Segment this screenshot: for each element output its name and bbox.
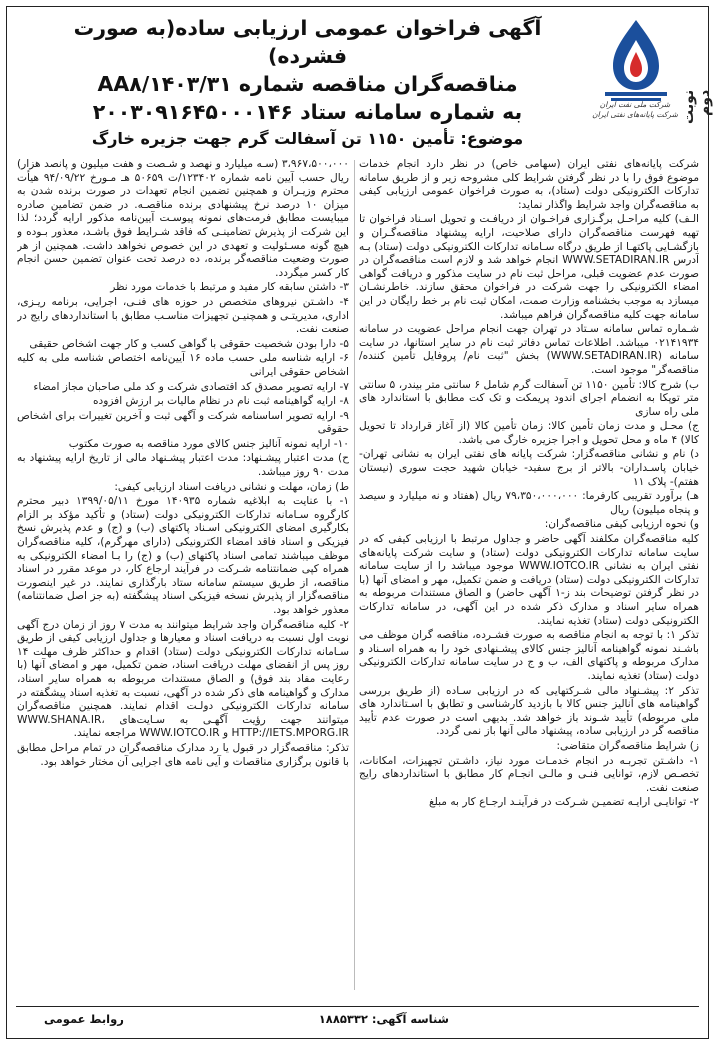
paragraph: ۱- با عنایت به ابلاغیه شماره ۱۴۰۹۳۵ مورخ ۱۳۹۹/۰۵/۱۱ دبیر محترم کارگروه سـامانه تدارکات الکترونیکی دولت (ستاد) و تأکید مؤکد بر الزام بکارگیری امضای الکترونیکی اسـناد پاکتهای (ب) و (ج) و عدم پذیرش نسخ فیزیکی و اسناد فاقد امضاء الکترونیکی (دارای مهرگرم)، کلیه مناقصه‌گران موظف میباشند تمامی اسناد پاکتهای (ب) و (ج) را بـا امضاء الکترونیکی به همراه کپی ضمانتنامه شـرکت در فرآیند ارجاع کار، در موعد مقرر در اسناد مناقصه، از طریق سیستم سامانه ستاد بارگذاری نمایند. در غیر اینصورت مناقصه‌گزار از پذیرش نسخه فیزیکی اسناد پیشگفته (به جز اصل ضمانتنامه) معذور خواهد بود.	[17, 495, 349, 616]
paragraph: شـماره تماس سامانه سـتاد در تهران جهت انجام مراحل عضویت در سامانه ۰۲۱۴۱۹۳۴ میباشد. اطلاعات تماس دفاتر ثبت نام در سایر استانها، در سایت سامانه (WWW.SETADIRAN.IR) بخش "ثبت نام/ پروفایل تأمین کننده/ مناقصه‌گر" موجود است.	[359, 323, 699, 376]
ad-subject: موضوع: تأمین ۱۱۵۰ تن آسفالت گرم جهت جزیره خارگ	[91, 129, 524, 148]
ad-footer	[16, 1012, 699, 1032]
ad-id: شناسه آگهی: ۱۸۸۵۳۳۲	[318, 1012, 449, 1026]
footer-divider	[16, 1006, 699, 1007]
column-divider	[354, 160, 355, 990]
paragraph: ۶- ارایه شناسه ملی حسب ماده ۱۶ آیین‌نامه اختصاص شناسه ملی به کلیه اشخاص حقوقی ایرانی	[17, 352, 349, 378]
paragraph: ح) مدت اعتبار پیشـنهاد: مدت اعتبار پیشـنهاد مالی از تاریخ ارایه پیشنهاد به مدت ۹۰ روز میباشد.	[17, 452, 349, 479]
paragraph: و) نحوه ارزیابی کیفی مناقصه‌گران:	[544, 518, 699, 531]
paragraph: تذکر: مناقصه‌گزار در قبول یا رد مدارک مناقصه‌گران در تمام مراحل مطابق با قانون برگزاری مناقصات و آیی نامه های اجرایی آن مختار خواهد بود.	[17, 741, 349, 768]
paragraph: ۲- توانایـی ارایـه تضمیـن شـرکت در فرآینـد ارجـاع کار به مبلغ	[428, 796, 699, 809]
paragraph: ۴- داشـتن نیروهای متخصص در حوزه های فنـی، اجرایی، برنامه ریـزی، اداری، مدیریتـی و همچنیـن تجهیزات مناسـب مطابق با استانداردهای رایج در صنعت نفت.	[17, 295, 349, 336]
paragraph: تذکر ۲: پیشـنهاد مالی شـرکتهایی که در ارزیابی سـاده (از طریق بررسی گواهینامه های آنالیز جنس کالا با بازدید کارشناسی و تطابق با اسـتاندارد های ملی مربوطه) تأیید شـوند باز خواهد شد. بدیهی است در صورت عدم تأیید مناقصه گر در ارزیابی ساده، پیشنهاد مالی آنها باز نمی گردد.	[359, 684, 699, 738]
oil-company-logo	[593, 16, 679, 108]
paragraph: ط) زمان، مهلت و نشانی دریافت اسناد ارزیابی کیفی:	[114, 480, 349, 493]
paragraph: ز) شرایط مناقصه‌گران متقاضی:	[556, 739, 699, 752]
paragraph: ۱۰- ارایه نمونه آنالیز جنس کالای مورد مناقصه به صورت مکتوب	[68, 437, 349, 450]
ad-title	[35, 14, 580, 126]
paragraph: ۲- کلیه مناقصه‌گران واجد شرایط میتوانند به مدت ۷ روز از زمان درج آگهی نوبت اول نسبت به دریافت اسناد و معیارها و جداول ارزیابی کیفی از طریق سـامانه تدارکات الکترونیکی دولت (ستاد) اقدام و حداکثر ظرف مهلت ۱۴ روز پس از انقضای مهلت دریافت اسناد، ضمن تکمیل، مهر و امضای آنها (با رعایت مفاد بند فوق) و الصاق مستندات مربوطه به همراه سایر اسناد، مدارک و گواهینامه های ذکر شده در آگهی، نسبت به تغذیه اسناد پیشگفته در سامانه تدارکات الکترونیکی دولـت اقدام نمایند. همچنین مناقصه‌گران میتوانند جهت رؤیت آگهـی به سـایت‌های WWW.SHANA.IR، HTTP://IETS.MPORG.IR و WWW.IOTCO.IR مراجعه نمایند.	[17, 618, 349, 740]
public-relations: روابط عمومی	[44, 1012, 124, 1026]
side-label: نوبت دوم	[681, 90, 713, 125]
company-name-2: شرکت پایانه‌های نفتی ایران	[592, 110, 678, 119]
paragraph: شرکت پایانه‌های نفتی ایران (سهامی خاص) در نظر دارد انجام خدمات موضوع فوق را با در نظر گرفتن شرایط کلی مشروحه زیر و از طریق سامانه تدارکات الکترونیکی دولت (ستاد)، به صورت فراخوان عمومی ارزیابی کیفی به مناقصه‌گران واجد شرایط واگذار نماید:	[359, 158, 699, 211]
paragraph: د) نام و نشانی مناقصه‌گزار: شرکت پایانه های نفتی ایران به نشانی تهران- خیابان پاسـداران- بالاتر از برج سفید- خیابان شهید حجت سوری (نیستان هفتم)- پلاک ۱۱	[359, 448, 699, 488]
title-line-3: به شماره سامانه ستاد ۲۰۰۳۰۹۱۶۴۵۰۰۰۱۴۶	[92, 100, 523, 124]
paragraph: ۳،۹۶۷،۵۰۰،۰۰۰ (سـه میلیارد و نهصد و شـصت و هفت میلیون و پانصد هزار) ریال حسب آیین نامه شماره ۱۲۳۴۰۲/ت ۵۰۶۵۹ هـ مـورخ ۹۴/۰۹/۲۲ هیأت محترم وزیـران و همچنین تضمین انجام تعهدات در صورت برنده شدن به میزان ۱۰ درصد نرخ پیشنهادی برنده مناقصـه. در ضمن تضامین صادره میبایست مطابق فرمت‌های نمونه پیوسـت آیین‌نامه مذکور ارایه گردد؛ لذا این شرکت از پذیرش تضامینـی که فاقد شـرایط فوق باشـد، معذور بـوده و هیچ گونه مسـئولیت و تعهدی در این خصوص نخواهد داشت. همچنین از هر صورت وضعیت مناقصه‌گر برنده، ده درصد تحت عنوان تضمین حسن انجام کار کسر میگردد.	[17, 158, 349, 279]
paragraph: ۳- داشتن سابقه کار مفید و مرتبط با خدمات مورد نظر	[110, 281, 349, 294]
paragraph: ۱- داشـتن تجربـه در انجام خدمـات مورد نیاز، داشـتن تجهیزات، امکانات، تخصـص لازم، توانایی فنـی و مالـی انجـام کار مطابق با استانداردهای رایج صنعت نفت.	[359, 754, 699, 794]
paragraph: ب) شرح کالا: تأمین ۱۱۵۰ تن آسفالت گرم شامل ۶ سانتی متر بیندر، ۵ سانتی متر توپکا به انضمام اجرای اندود پریمکت و تک کت مطابق با استاندارد های ملی راه سازی	[359, 378, 699, 418]
paragraph: ۹- ارایه تصویر اساسنامه شرکت و آگهی ثبت و آخرین تغییرات برای اشخاص حقوقی	[17, 409, 349, 436]
company-names	[585, 100, 685, 120]
paragraph: ۷- ارایه تصویر مصدق کد اقتصادی شرکت و کد ملی صاحبان مجاز امضاء	[33, 380, 349, 393]
paragraph: الـف) کلیه مراحـل برگـزاری فراخـوان از دریافـت و تحویل اسـناد فراخوان تا تهیه فهرست مناقصه‌گران دارای صلاحیت، ارایه پیشنهاد مناقصه‌گـران و بازگشـایی پاکتهـا از طریق درگاه سـامانه تدارکات الکترونیکی دولت (ستاد) بـه آدرس WWW.SETADIRAN.IR انجام خواهد شد و لازم است مناقصه‌گران در صورت عدم عضویت قبلی، مراحل ثبت نام در سایت مذکور و دریافت گواهی امضاء الکترونیکی را جهت شرکت در فراخوان محقق سازند. خاطرنشـان میسازد به موجب بخشنامه وزارت صمت، امکان ثبت نام بر خط رایگان در این سامانه جهت کلیه مناقصه‌گران فراهم میباشد.	[359, 213, 699, 321]
left-column	[17, 158, 349, 998]
paragraph: ۵- دارا بودن شخصیت حقوقی با گواهی کسب و کار جهت اشخاص حقیقی	[29, 337, 349, 350]
paragraph: هـ) برآورد تقریبی کارفرما: ۷۹،۳۵۰،۰۰۰،۰۰۰ ریال (هفتاد و نه میلیارد و سیصد و پنجاه میلیون) ریال	[359, 490, 699, 516]
right-column	[359, 158, 699, 998]
company-name-1: شرکت ملی نفت ایران	[599, 100, 671, 109]
title-line-2: مناقصه‌گران مناقصه شماره ۱۴۰۳/۳۱/AA۸	[97, 72, 518, 96]
paragraph: ج) محـل و مدت زمان تأمین کالا: زمان تأمین کالا (از آغاز قرارداد تا تحویل کالا) ۴ ماه و محل تحویل و اجرا جزیره خارگ می باشد.	[359, 420, 699, 446]
paragraph: ۸- ارایه گواهینامه ثبت نام در نظام مالیات بر ارزش افزوده	[92, 395, 349, 408]
paragraph: تذکر ۱: با توجه به انجام مناقصه به صورت فشـرده، مناقصه گران موظف می باشـند نمونه گواهینامه آنالیز جنس کالای پیشـنهادی خود را به همراه اسـناد و مدارک مربوطه و پاکتهای الف، ب و ج در سایت سامانه تدارکات الکترونیکی دولت (ستاد) تغذیه نمایند.	[359, 629, 699, 682]
title-line-1: آگهی فراخوان عمومی ارزیابی ساده(به صورت فشرده)	[73, 16, 542, 68]
paragraph: کلیه مناقصه‌گران مکلفند آگهی حاضر و جداول مرتبط با ارزیابی کیفی که در سایت سامانه تدارکات الکترونیکی دولت (ستاد) و سایت شرکت پایانه‌های نفتی ایران به نشانی WWW.IOTCO.IR موجود میباشد را از سایت سامانه تدارکات الکترونیکی دولت (ستاد) دریافت و ضمن تکمیل، مهر و امضای آنها (با در نظر گرفتن توضیحات بند ز-۱ آگهی حاضر) و الصاق مستندات مربوطه به همراه سایر اسناد و مدارک ذکر شده در این آگهی، در سامانه تدارکات الکترونیکی دولت (ستاد) تغذیه نمایند.	[359, 533, 699, 627]
